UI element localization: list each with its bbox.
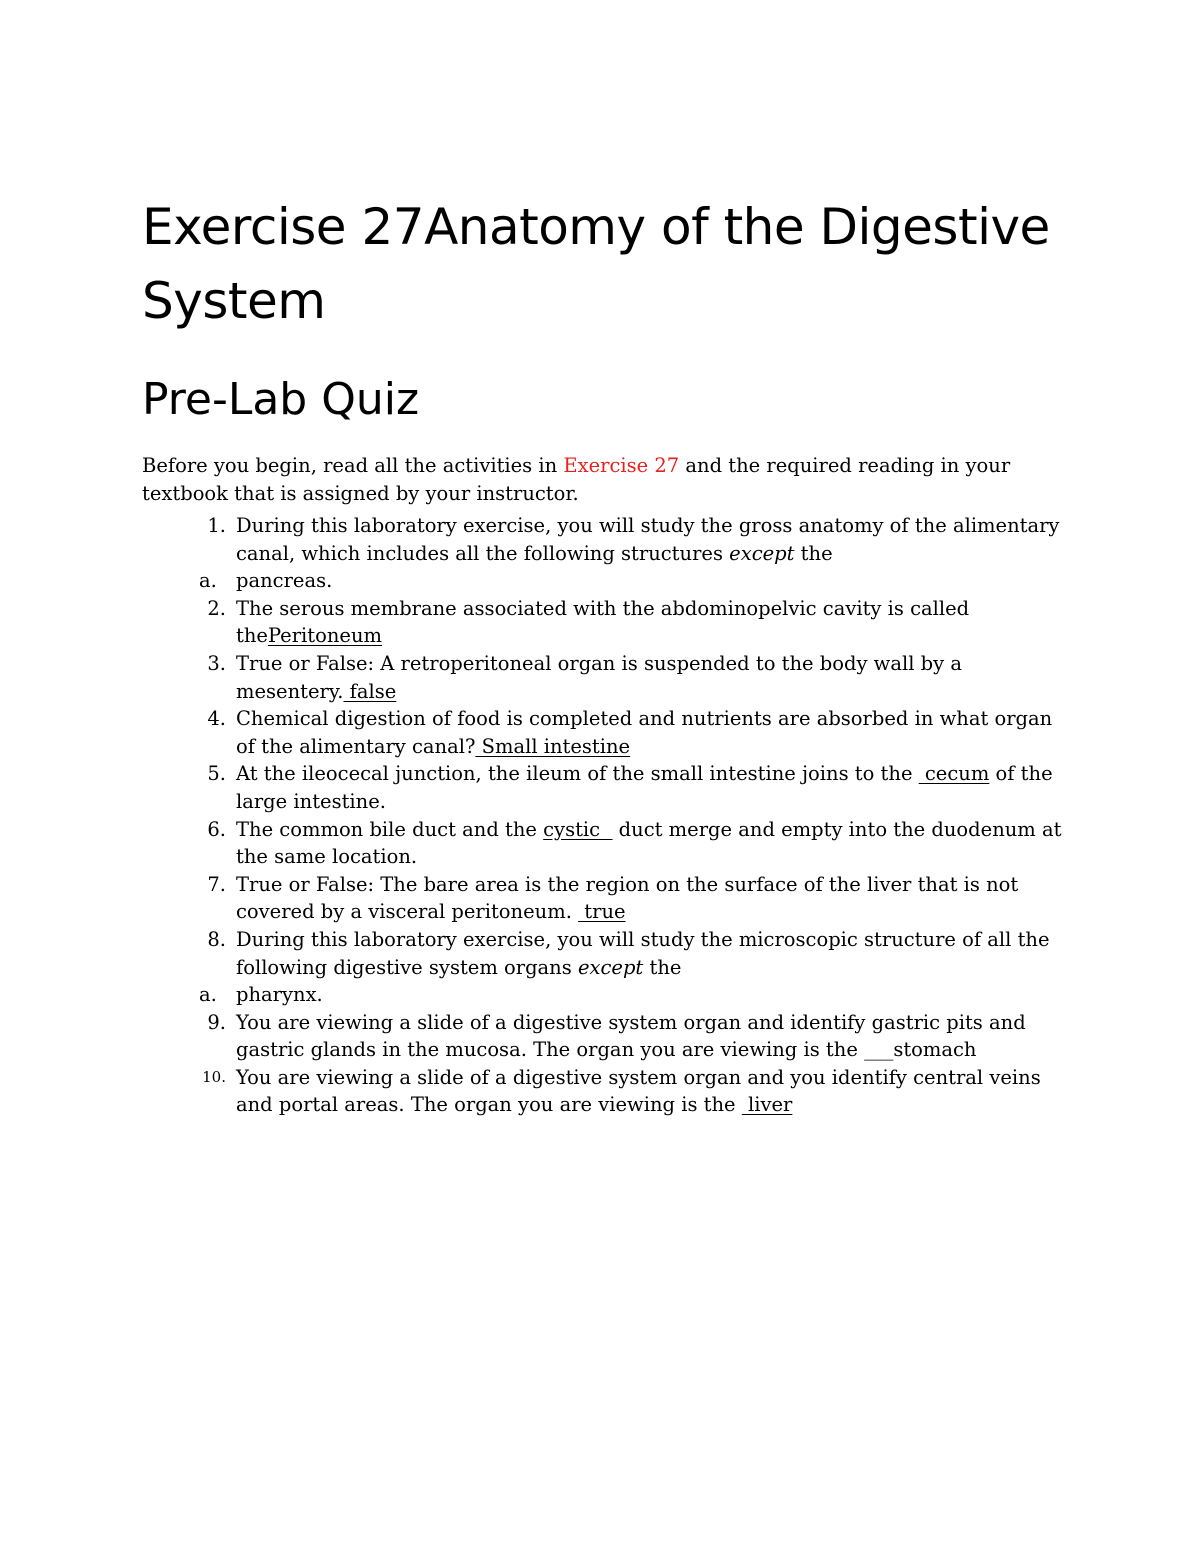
question-4: [142, 705, 1072, 760]
question-number: 2.: [207, 596, 226, 620]
question-number: 6.: [207, 817, 226, 841]
question-number: 9.: [207, 1010, 226, 1034]
question-text: During this laboratory exercise, you will study the gross anatomy of the alimentary canal, which includes all the following structures: [236, 514, 1060, 565]
question-5: [142, 760, 1072, 815]
question-emphasis: except: [577, 955, 644, 979]
question-text: You are viewing a slide of a digestive system organ and you identify central veins and portal areas. The organ you are viewing is the: [236, 1065, 1041, 1117]
intro-text-end: and the required reading in your textbook that is assigned by your instructor.: [142, 454, 1011, 505]
question-6: [142, 816, 1072, 871]
page-title: Exercise 27Anatomy of the Digestive System: [142, 198, 1050, 330]
question-text: The serous membrane associated with the abdominopelvic cavity is called the: [236, 596, 970, 648]
answer-blank: ___stomach: [864, 1038, 977, 1062]
question-number: 1.: [207, 514, 226, 537]
question-9: [142, 1009, 1072, 1064]
answer-option: [142, 567, 1072, 595]
question-text-end: the: [643, 955, 682, 979]
question-number: 4.: [207, 707, 226, 731]
answer-blank: true: [578, 900, 626, 924]
question-number: 3.: [207, 651, 226, 675]
question-number: 7.: [207, 872, 226, 896]
answer-letter: a.: [199, 983, 217, 1007]
question-text: True or False: A retroperitoneal organ is suspended to the body wall by a mesentery.: [236, 651, 962, 703]
question-text: You are viewing a slide of a digestive system organ and identify gastric pits and gastric glands in the mucosa. The organ you are viewing is the: [236, 1010, 1026, 1062]
answer-blank: Small intestine: [475, 734, 631, 758]
question-text-end: of the large intestine.: [236, 762, 1053, 813]
question-text-end: the: [794, 541, 833, 565]
question-list: [142, 512, 1072, 1119]
exercise-reference: Exercise 27: [563, 454, 680, 477]
intro-paragraph: [142, 452, 1042, 508]
question-text: The common bile duct and the: [236, 817, 544, 841]
question-text: At the ileocecal junction, the ileum of the small intestine joins to the: [236, 762, 919, 786]
question-7: [142, 871, 1072, 926]
question-emphasis: except: [729, 541, 795, 565]
answer-letter: a.: [199, 569, 217, 593]
question-number: 8.: [207, 927, 226, 951]
question-2: [142, 595, 1072, 650]
question-text-end: duct merge and empty into the duodenum at the same location.: [236, 817, 1062, 869]
answer-blank: liver: [741, 1093, 793, 1117]
question-3: [142, 650, 1072, 705]
question-10: [142, 1064, 1072, 1119]
answer-text: pharynx.: [236, 983, 323, 1007]
question-8: [142, 926, 1072, 981]
answer-blank: cecum: [918, 762, 990, 786]
quiz-subtitle: Pre-Lab Quiz: [142, 374, 420, 425]
answer-blank: Peritoneum: [267, 624, 383, 648]
answer-option: [142, 981, 1072, 1009]
answer-text: pancreas.: [236, 569, 333, 593]
question-number: 5.: [207, 762, 226, 786]
question-text: During this laboratory exercise, you will study the microscopic structure of all the following digestive system organs: [236, 927, 1050, 979]
question-text: Chemical digestion of food is completed and nutrients are absorbed in what organ of the alimentary canal?: [236, 707, 1053, 758]
question-1: [142, 512, 1072, 567]
question-number: 10.: [202, 1067, 226, 1086]
intro-text-start: Before you begin, read all the activities in: [142, 454, 564, 477]
answer-blank: cystic: [543, 817, 613, 841]
question-text: True or False: The bare area is the region on the surface of the liver that is not covered by a visceral peritoneum.: [236, 872, 1019, 924]
answer-blank: false: [343, 679, 397, 703]
